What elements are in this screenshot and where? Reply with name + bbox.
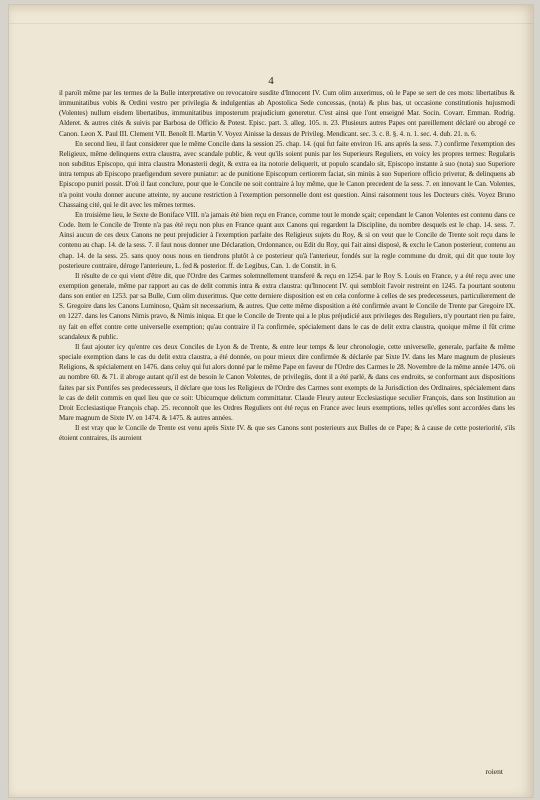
paragraph-3: En troisième lieu, le Sexte de Boniface VIII. n'a jamais été bien reçu en France, comme tout le monde sçait; cependant le Canon Volentes est contenu dans ce Code. Item le Concile de Trente n'a pas été reçu non plus en France quant aux Canons qui regardent la Discipline, du nombre desquels est le chap. 14. sess. 7. Ainsi aucun de ces deux Canons ne peut prejudicier à l'exemption parfaite des Religieux sujets du Roy, & si on veut que le Concile de Trente soit reçu dans le contenu au chap. 14. de la sess. 7. il faut nous donner une Déclaration, Ordonnance, ou Edit du Roy, qui l'ait ainsi disposé, & exclu le Canon posterieur, contenu au chap. 14. de la sess. 25. sans quoy nous nous en tiendrons plutôt à ce posterieur qu'à l'anterieur, fondés sur la regle commune du droit, qui dit que toute loy posterieure contraire, déroge l'anterieure, L. fed & posterior. ff. de Legibus, Can. 1. de Constit. in 6. <box>59 210 515 270</box>
page-number: 4 <box>268 75 274 87</box>
catchword: roient <box>485 767 503 776</box>
paragraph-1: il paroît même par les termes de la Bulle interpretative ou revocatoire susdite d'Innocent IV. Cum olim auxerimus, où le Pape se sert de ces mots: libertatibus & immunitatibus vobis & Ordini vestro per privilegia & indulgentias ab Apostolica Sede concessas, (nota) & plus bas, ut occasione constitutionis hujusmodi (Volentes) nullum eisdem libertatibus, immunitatibus imposterum prajudicium generetur. C'est ainsi que l'ont enseigné Mar. Socin. Covarr. Emman. Rodrig. Alderet. & autres cités & suivis par Barbosa de Officio & Potest. Episc. part. 3. alleg. 105. n. 23. Plusieurs autres Papes ont pareillement déclaré ou abrogé ce Canon. Leon X. Paul III. Clement VII. Benoît II. Martin V. Voyez Ainisse la dessus de Privileg. Mendicant. sec. 3. c. 8. §. 4. n. 1. sec. 4. dub. 21. n. 6. <box>59 89 515 138</box>
paragraph-6: Il est vray que le Concile de Trente est venu après Sixte IV. & que ses Canons sont posterieurs aux Bulles de ce Pape; & à cause de cette posteriorité, s'ils étoient contraires, ils auroient <box>59 424 515 443</box>
document-page <box>8 4 534 798</box>
paragraph-4: Il résulte de ce qui vient d'être dit, que l'Ordre des Carmes solemnellement transferé & reçu en 1254. par le Roy S. Louis en France, y a été reçu avec une exemption generale, même par rapport au cas de delit commis intra & extra claustra: qu'Innocent IV. qui sembloit l'avoir restreint en 1245. l'a pourtant soutenu dans son entier en 1253. par sa Bulle, Cum olim duxerimus. Que cette derniere disposition est en cela conforme à celles de ses predecesseurs, particulierement de S. Gregoire dans les Canons Luminoso, Quàm sit necessarium, & autres. Que cette même disposition a été confirmée avant le Concile de Trente par Gregoire IX. en 1227. dans les Canons Nimis pravo, & Nimis iniqua. Et que le Concile de Trente qui a le plus préjudicié aux privileges des Reguliers, n'y pourtant rien pu faire, ny fait en effet contre cette universelle exemption; qu'au contraire il l'a confirmée, spécialement dans le cas de delit extra claustra, quoique même il fût crime scandaleux & public. <box>59 271 515 341</box>
paragraph-5: Il faut ajouter icy qu'entre ces deux Conciles de Lyon & de Trente, & entre leur temps & leur chronologie, cette universelle, generale, parfaite & même speciale exemption dans le cas du delit extra claustra, a été donnée, ou pour mieux dire confirmée & déclarée par Sixte IV. dans les Mare magnum de plusieurs Religions, & spécialement en 1476. dans celuy qui fut alors donné par le même Pape en faveur de l'Ordre des Carmes le 28. Novembre de la même année 1476. où au nombre 60. & 71. il abroge autant qu'il est de besoin le Canon Volentes, de privilegiis, dont il a été parlé, & dans ces endroits, se conformant aux dispositions faites par six Pontifes ses predecesseurs, il déclare que tous les Religieux de l'Ordre des Carmes sont exempts de la Jurisdiction des Ordinaires, spécialement dans le cas de delit commis en quel lieu que ce soit: Ubicumque delictum committatur. Claude Fleury auteur Ecclesiastique seculier François, dans son Institution au Droit Ecclesiastique François chap. 25. reconnoît que les Ordres Reguliers ont été reçus en France avec leurs exemptions, telles qu'elles sont accordées dans les Mare magnum de Sixte IV. en 1474. & 1475. & autres années. <box>59 342 515 422</box>
body-text <box>59 88 515 443</box>
paragraph-2: En second lieu, il faut considerer que le même Concile dans la session 25. chap. 14. (qui fut faite environ 16. ans après la sess. 7.) confirme l'exemption des Religieux, même delinquens extra claustra, avec scandale public, & veut qu'ils soient punis par les Superieurs Reguliers, en voicy les propres termes: Regularis non subditus Episcopo, qui intra claustra Monasterii degit, & extra ea ita notorie deliquerit, ut populo scandalo sit, Episcopo instante à suo (nota) suo Superiore intra tempus ab Episcopo praefigendum severe puniatur: ac de punitione Episcopum certiorem faciat, sin minùs à suo Superiore officio privetur, & delinquens ab Episcopo puniri possit. D'où il faut conclure, pour que le Concile ne soit contraire à luy même, que le Canon precedent de la sess. 7. en innovant le Can. Volentes, n'a point voulu donner aucune atteinte, ny aucune restriction à l'exemption personnelle dont est question. Ainsi raisonnent tous les Docteurs cités. Voyez Bruno Chassaing cité, qui le dit avec les mêmes termes. <box>59 139 515 209</box>
